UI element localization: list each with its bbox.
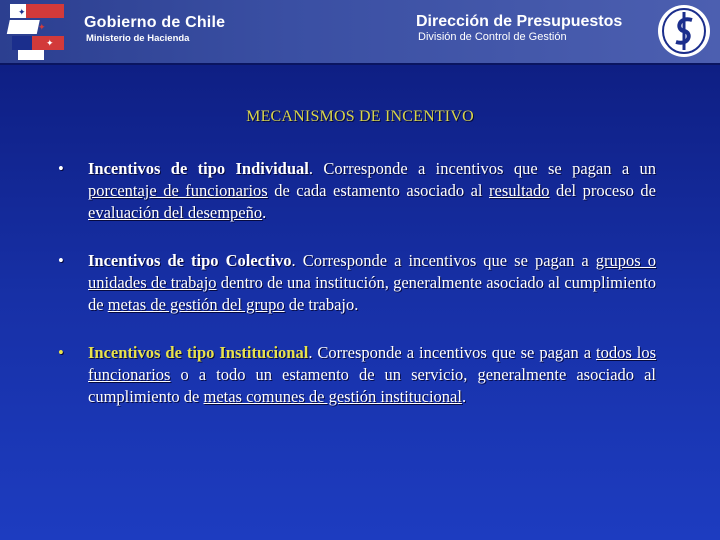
bullet-lead: Incentivos de tipo Colectivo [88, 251, 292, 270]
bullet-text: de trabajo. [284, 295, 359, 314]
dir-title: Dirección de Presupuestos [416, 13, 623, 30]
bullet-underlined-text: evaluación del desempeño [88, 203, 263, 222]
bullet-text: . [461, 387, 467, 406]
header-banner [0, 0, 720, 65]
bullet-underlined-text: resultado [489, 181, 550, 200]
gobierno-de-chile-logo [4, 0, 78, 62]
bullet-item-institucional [58, 342, 656, 408]
bullet-underlined-text: metas comunes de gestión institucional [203, 387, 462, 406]
bullet-lead: Incentivos de tipo Institucional [88, 343, 309, 362]
bullet-text: o a todo un estamento de un servicio, generalmente asociado al cumplimiento de [88, 365, 656, 406]
gov-subtitle: Ministerio de Hacienda [86, 33, 190, 44]
bullet-item-colectivo [58, 250, 656, 316]
bullet-text: . [262, 203, 267, 222]
svg-text:✦: ✦ [18, 8, 26, 18]
slide-title: MECANISMOS DE INCENTIVO [246, 108, 474, 125]
bullet-dot: • [58, 159, 64, 178]
bullet-text: . Corresponde a incentivos que se pagan a un [308, 159, 657, 178]
bullet-item-individual [58, 158, 656, 224]
bullet-underlined-text: grupos o unidades de trabajo [88, 251, 657, 292]
bullet-text: . Corresponde a incentivos que se pagan a [291, 251, 596, 270]
bullet-text: de cada estamento asociado al [267, 181, 489, 200]
bullet-underlined-text: metas de gestión del grupo [107, 295, 285, 314]
bullet-text: del proceso de [549, 181, 656, 200]
bullet-lead: Incentivos de tipo Individual [88, 159, 309, 178]
bullet-underlined-text: todos los funcionarios [88, 343, 657, 384]
svg-text:✦: ✦ [38, 23, 46, 33]
bullet-text: . Corresponde a incentivos que se pagan a [308, 343, 597, 362]
dipres-emblem-icon [654, 2, 714, 60]
bullet-text: dentro de una institución, generalmente asociado al cumplimiento de [88, 273, 656, 314]
dir-subtitle: División de Control de Gestión [418, 31, 567, 43]
gov-title: Gobierno de Chile [84, 14, 226, 31]
bullet-dot: • [58, 343, 64, 362]
svg-text:✦: ✦ [46, 39, 54, 49]
bullet-underlined-text: porcentaje de funcionarios [88, 181, 268, 200]
bullet-dot: • [58, 251, 64, 270]
bullet-list [58, 158, 656, 408]
